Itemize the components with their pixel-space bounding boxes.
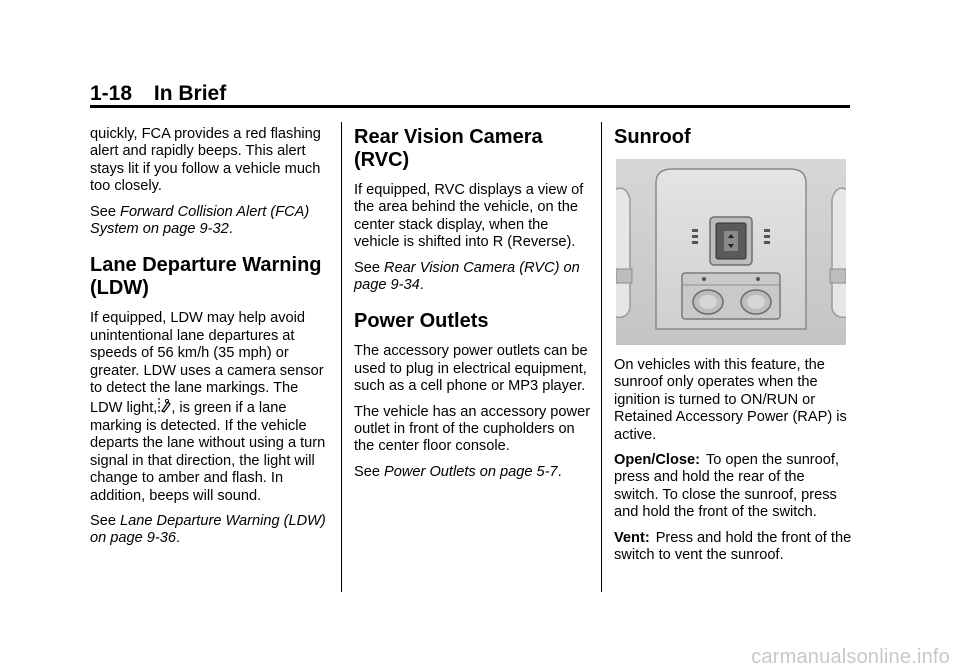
rvc-paragraph: If equipped, RVC displays a view of the area behind the vehicle, on the center stack display, when the vehicle is shifted into R (Reverse). <box>354 182 584 251</box>
column-divider-2 <box>601 122 602 592</box>
page-number: 1-18 <box>90 82 133 105</box>
fca-see-reference: See Forward Collision Alert (FCA) System on page 9-32. <box>90 203 310 238</box>
sunroof-paragraph: On vehicles with this feature, the sunroof only operates when the ignition is turned to ON/RUN or Retained Accessory Power (RAP) is active. <box>614 357 847 443</box>
column-divider-1 <box>341 122 342 592</box>
column-1 <box>90 126 330 556</box>
rvc-page-link[interactable]: Rear Vision Camera (RVC) on page 9-34 <box>354 259 580 294</box>
fca-continued-paragraph: quickly, FCA provides a red flashing alert and rapidly beeps. This alert stays lit if you follow a vehicle much too closely. <box>90 126 321 195</box>
sunroof-heading: Sunroof <box>614 126 691 148</box>
header-rule <box>90 105 850 108</box>
ldw-heading: Lane Departure Warning (LDW) <box>90 254 322 300</box>
section-title: In Brief <box>153 82 227 105</box>
rvc-heading: Rear Vision Camera (RVC) <box>354 126 543 171</box>
power-outlets-heading: Power Outlets <box>354 310 489 333</box>
sunroof-switch-photo <box>616 159 846 345</box>
vent-label: Vent: <box>614 529 650 546</box>
watermark: carmanualsonline.info <box>751 646 950 668</box>
open-close-paragraph: Open/Close: To open the sunroof, press and hold the rear of the switch. To close the sunroof, press and hold the front of the switch. <box>614 452 840 521</box>
column-2 <box>354 126 592 489</box>
open-close-label: Open/Close: <box>614 452 700 469</box>
fca-page-link[interactable]: Forward Collision Alert (FCA) System on page 9-32 <box>90 203 310 238</box>
column-3 <box>614 126 852 572</box>
power-outlets-paragraph-1: The accessory power outlets can be used to plug in electrical equipment, such as a cell phone or MP3 player. <box>354 343 588 395</box>
page-header <box>90 82 226 106</box>
ldw-paragraph: If equipped, LDW may help avoid unintentional lane departures at speeds of 56 km/h (35 mph) or greater. LDW uses a camera sensor to detect the lane markings. The LDW light, , is green if a lane marking is detected. If the vehicle departs the lane without using a turn signal in that direction, the light will change to amber and flash. In addition, beeps will sound. <box>90 310 326 504</box>
power-outlets-page-link[interactable]: Power Outlets on page 5-7 <box>384 463 558 480</box>
power-outlets-see-reference: See Power Outlets on page 5-7. <box>354 463 562 480</box>
rvc-see-reference: See Rear Vision Camera (RVC) on page 9-34. <box>354 259 580 294</box>
power-outlets-paragraph-2: The vehicle has an accessory power outlet in front of the cupholders on the center floor console. <box>354 403 591 455</box>
ldw-page-link[interactable]: Lane Departure Warning (LDW) on page 9-36 <box>90 512 326 547</box>
ldw-see-reference: See Lane Departure Warning (LDW) on page 9-36. <box>90 512 326 547</box>
vent-paragraph: Vent: Press and hold the front of the switch to vent the sunroof. <box>614 529 852 564</box>
lane-departure-warning-icon <box>157 397 171 415</box>
